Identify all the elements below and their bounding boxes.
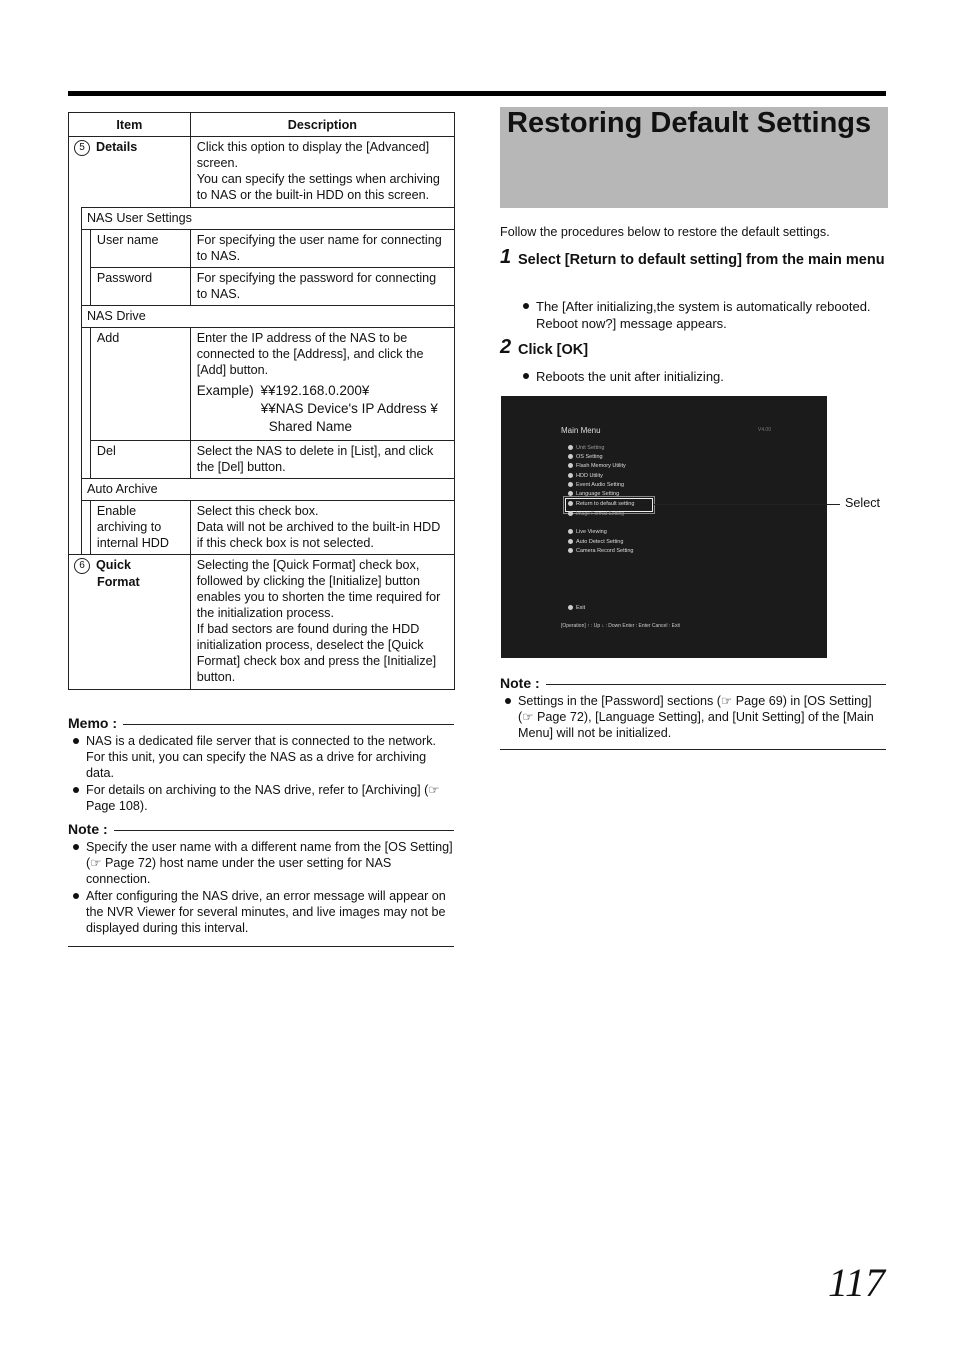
add-label: Add <box>96 331 120 345</box>
note-section-left <box>68 821 454 937</box>
quick-format-label-1: Quick <box>96 558 131 572</box>
number-circle: 5 <box>74 140 90 156</box>
step-number: 2 <box>500 336 512 358</box>
step-1-bullets <box>518 296 888 333</box>
top-rule <box>68 91 886 96</box>
example-line1: ¥¥192.168.0.200¥ <box>260 383 370 398</box>
memo-heading: Memo : <box>68 715 117 731</box>
table-row <box>69 479 455 501</box>
menu-item: Unit Setting <box>568 445 604 451</box>
table-row <box>69 501 455 555</box>
example-line2: ¥¥NAS Device's IP Address ¥ <box>260 401 438 416</box>
step-text: Select [Return to default setting] from the main menu <box>518 252 885 268</box>
menu-item: OS Setting <box>568 454 603 460</box>
user-name-label: User name <box>96 233 159 247</box>
table-row <box>69 555 455 690</box>
list-item: NAS is a dedicated file server that is connected to the network. For this unit, you can specify the NAS as a drive for archiving data. <box>68 733 454 781</box>
callout-leader-line <box>654 504 840 505</box>
intro-text: Follow the procedures below to restore the default settings. <box>500 225 830 239</box>
table-row <box>69 268 455 306</box>
note-section-right <box>500 675 886 742</box>
memo-section <box>68 715 454 815</box>
section-title-box <box>500 107 888 208</box>
step-number: 1 <box>500 246 512 268</box>
section-end-rule <box>68 946 454 947</box>
header-description: Description <box>190 113 454 137</box>
menu-item: Live Viewing <box>568 529 607 535</box>
step-1 <box>500 246 888 270</box>
table-row <box>69 137 455 208</box>
menu-item: Image Format Setting <box>568 511 624 517</box>
password-label: Password <box>96 271 153 285</box>
menu-item: Event Audio Setting <box>568 482 624 488</box>
table-row <box>69 328 455 441</box>
nas-user-settings-label: NAS User Settings <box>86 211 192 225</box>
user-name-desc: For specifying the user name for connecting to NAS. <box>196 233 442 263</box>
menu-item: HDD Utility <box>568 473 603 479</box>
nas-drive-label: NAS Drive <box>86 309 146 323</box>
table-header-row <box>69 113 455 137</box>
page-number: 117 <box>828 1260 886 1305</box>
menu-item: Flash Memory Utility <box>568 463 626 469</box>
del-desc: Select the NAS to delete in [List], and click the [Del] button. <box>196 444 434 474</box>
number-circle: 6 <box>74 558 90 574</box>
auto-archive-label: Auto Archive <box>86 482 158 496</box>
step-2 <box>500 336 888 360</box>
table-row <box>69 208 455 230</box>
menu-item-exit: Exit <box>568 605 585 611</box>
menu-item: Language Setting <box>568 491 619 497</box>
list-item: Reboots the unit after initializing. <box>518 368 888 385</box>
step-text: Click [OK] <box>518 342 589 358</box>
list-item: Settings in the [Password] sections (☞ Page 69) in [OS Setting](☞ Page 72), [Language Setting], and [Unit Setting] of the [Main Menu] will not be initialized. <box>500 693 886 741</box>
table-row <box>69 230 455 268</box>
del-label: Del <box>96 444 116 458</box>
details-label: Details <box>96 140 138 154</box>
screen-title: Main Menu <box>561 426 601 435</box>
menu-item: Auto Detect Setting <box>568 539 623 545</box>
quick-format-desc: Selecting the [Quick Format] check box, followed by clicking the [Initialize] button enables you to shorten the time required for the initialization process. If bad sectors are found during the HDD initialization process, deselect the [Quick Format] check box and press the [Initialize] button. <box>196 558 441 684</box>
section-end-rule <box>500 749 886 750</box>
password-desc: For specifying the password for connecting to NAS. <box>196 271 437 301</box>
list-item: After configuring the NAS drive, an error message will appear on the NVR Viewer for several minutes, and live images may not be displayed during this interval. <box>68 888 454 936</box>
add-desc: Enter the IP address of the NAS to be connected to the [Address], and click the [Add] button. <box>196 331 424 377</box>
enable-archiving-label: Enable archiving to internal HDD <box>96 504 169 550</box>
menu-item: Camera Record Setting <box>568 548 633 554</box>
section-title: Restoring Default Settings <box>507 107 872 139</box>
callout-select-label: Select <box>845 496 881 510</box>
main-menu-screenshot <box>501 396 827 658</box>
settings-table <box>68 112 455 690</box>
operation-hint: [Operation] ↑ : Up ↓ : Down Enter : Enter Cancel : Exit <box>561 623 680 629</box>
table-row <box>69 306 455 328</box>
details-desc: Click this option to display the [Advanced] screen. You can specify the settings when archiving to NAS or the built-in HDD on this screen. <box>196 140 440 202</box>
list-item: For details on archiving to the NAS drive, refer to [Archiving] (☞ Page 108). <box>68 782 454 814</box>
example-line3: Shared Name <box>268 419 353 434</box>
header-item: Item <box>69 113 191 137</box>
example-label: Example) <box>196 383 254 398</box>
note-heading: Note : <box>68 821 108 837</box>
step-2-bullets <box>518 366 888 386</box>
list-item: The [After initializing,the system is automatically rebooted. Reboot now?] message appears. <box>518 298 888 332</box>
quick-format-label-2: Format <box>97 575 140 589</box>
screen-version: V4.00 <box>757 427 771 433</box>
note-heading: Note : <box>500 675 540 691</box>
list-item: Specify the user name with a different name from the [OS Setting] (☞ Page 72) host name under the user setting for NAS connection. <box>68 839 454 887</box>
table-row <box>69 441 455 479</box>
enable-archiving-desc: Select this check box. Data will not be archived to the built-in HDD if this check box is not selected. <box>196 504 441 550</box>
menu-item-return-to-default: Return to default setting <box>568 501 634 507</box>
